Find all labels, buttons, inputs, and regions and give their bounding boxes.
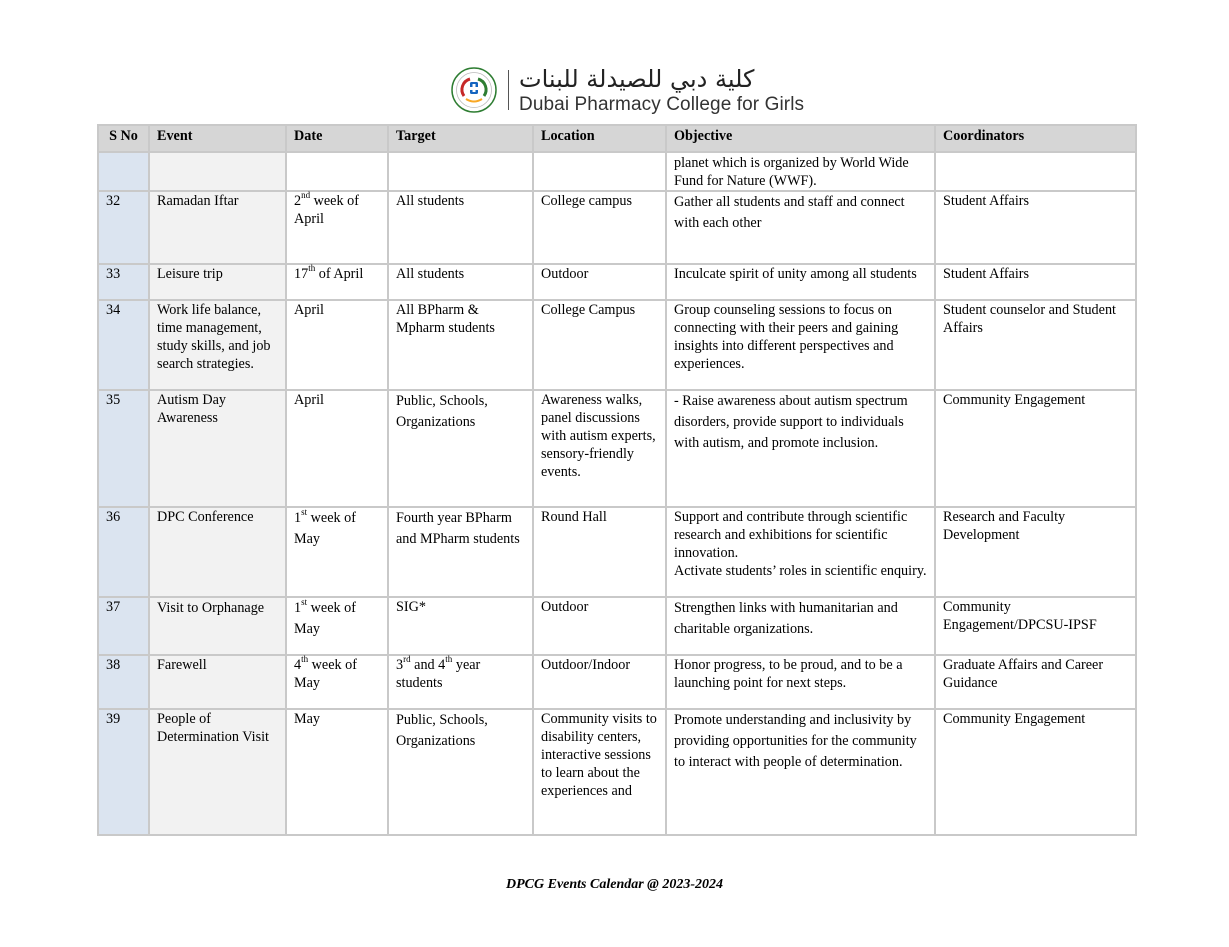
cell-location: Outdoor	[533, 597, 666, 655]
page-footer: DPCG Events Calendar @ 2023-2024	[506, 877, 723, 892]
cell-event	[149, 152, 286, 191]
cell-location: Community visits to disability centers, interactive sessions to learn about the experiences and	[533, 709, 666, 835]
table-row	[98, 597, 1136, 655]
cell-objective: Support and contribute through scientific research and exhibitions for scientific innovation. Activate students’ roles in scientific enquiry.	[666, 507, 935, 597]
cell-sno: 36	[98, 507, 149, 597]
cell-location: Outdoor/Indoor	[533, 655, 666, 709]
column-header-objective: Objective	[666, 125, 935, 152]
table-row	[98, 655, 1136, 709]
table-row	[98, 390, 1136, 507]
cell-event: Farewell	[149, 655, 286, 709]
cell-event: Ramadan Iftar	[149, 191, 286, 264]
cell-date: 1st week of May	[286, 597, 388, 655]
cell-coordinators: Community Engagement	[935, 709, 1136, 835]
cell-target: Public, Schools, Organizations	[388, 390, 533, 507]
cell-date: 1st week of May	[286, 507, 388, 597]
table-row	[98, 709, 1136, 835]
cell-sno	[98, 152, 149, 191]
cell-event: Work life balance, time management, study skills, and job search strategies.	[149, 300, 286, 390]
cell-location: Round Hall	[533, 507, 666, 597]
cell-date: 2nd week of April	[286, 191, 388, 264]
header-divider	[508, 70, 509, 110]
college-logo-icon	[450, 66, 498, 114]
college-name-english: Dubai Pharmacy College for Girls	[519, 93, 805, 115]
cell-sno: 38	[98, 655, 149, 709]
table-row	[98, 300, 1136, 390]
cell-target: Public, Schools, Organizations	[388, 709, 533, 835]
table-row	[98, 507, 1136, 597]
cell-sno: 34	[98, 300, 149, 390]
cell-sno: 32	[98, 191, 149, 264]
column-header-date: Date	[286, 125, 388, 152]
cell-coordinators: Student Affairs	[935, 264, 1136, 300]
cell-location: Outdoor	[533, 264, 666, 300]
table-row	[98, 191, 1136, 264]
cell-objective: Inculcate spirit of unity among all students	[666, 264, 935, 300]
cell-coordinators: Research and Faculty Development	[935, 507, 1136, 597]
cell-objective: Honor progress, to be proud, and to be a launching point for next steps.	[666, 655, 935, 709]
cell-coordinators: Community Engagement/DPCSU-IPSF	[935, 597, 1136, 655]
cell-coordinators: Graduate Affairs and Career Guidance	[935, 655, 1136, 709]
column-header-location: Location	[533, 125, 666, 152]
cell-coordinators: Community Engagement	[935, 390, 1136, 507]
cell-target: 3rd and 4th year students	[388, 655, 533, 709]
column-header-target: Target	[388, 125, 533, 152]
cell-coordinators	[935, 152, 1136, 191]
cell-event: Visit to Orphanage	[149, 597, 286, 655]
cell-coordinators: Student counselor and Student Affairs	[935, 300, 1136, 390]
cell-target: SIG*	[388, 597, 533, 655]
cell-date: 4th week of May	[286, 655, 388, 709]
cell-sno: 37	[98, 597, 149, 655]
cell-sno: 39	[98, 709, 149, 835]
cell-event: People of Determination Visit	[149, 709, 286, 835]
column-header-coordinators: Coordinators	[935, 125, 1136, 152]
cell-date: April	[286, 390, 388, 507]
cell-objective: planet which is organized by World Wide Fund for Nature (WWF).	[666, 152, 935, 191]
cell-date	[286, 152, 388, 191]
cell-objective: - Raise awareness about autism spectrum disorders, provide support to individuals with autism, and promote inclusion.	[666, 390, 935, 507]
cell-target: All BPharm & Mpharm students	[388, 300, 533, 390]
cell-sno: 35	[98, 390, 149, 507]
college-header	[450, 64, 804, 116]
cell-date: April	[286, 300, 388, 390]
cell-objective: Promote understanding and inclusivity by providing opportunities for the community to interact with people of determination.	[666, 709, 935, 835]
column-header-event: Event	[149, 125, 286, 152]
table-row	[98, 152, 1136, 191]
cell-location: College campus	[533, 191, 666, 264]
cell-objective: Strengthen links with humanitarian and charitable organizations.	[666, 597, 935, 655]
cell-objective: Gather all students and staff and connect with each other	[666, 191, 935, 264]
cell-target: All students	[388, 264, 533, 300]
cell-location: Awareness walks, panel discussions with autism experts, sensory-friendly events.	[533, 390, 666, 507]
table-header-row	[98, 125, 1136, 152]
cell-event: Leisure trip	[149, 264, 286, 300]
cell-coordinators: Student Affairs	[935, 191, 1136, 264]
cell-date: May	[286, 709, 388, 835]
cell-sno: 33	[98, 264, 149, 300]
table-row	[98, 264, 1136, 300]
cell-target	[388, 152, 533, 191]
column-header-sno: S No	[98, 125, 149, 152]
cell-target: Fourth year BPharm and MPharm students	[388, 507, 533, 597]
college-name-arabic: كلية دبي للصيدلة للبنات	[519, 64, 755, 93]
cell-date: 17th of April	[286, 264, 388, 300]
cell-event: DPC Conference	[149, 507, 286, 597]
cell-objective: Group counseling sessions to focus on connecting with their peers and gaining insights into different perspectives and experiences.	[666, 300, 935, 390]
cell-target: All students	[388, 191, 533, 264]
cell-location	[533, 152, 666, 191]
events-table	[97, 124, 1137, 836]
cell-event: Autism Day Awareness	[149, 390, 286, 507]
cell-location: College Campus	[533, 300, 666, 390]
